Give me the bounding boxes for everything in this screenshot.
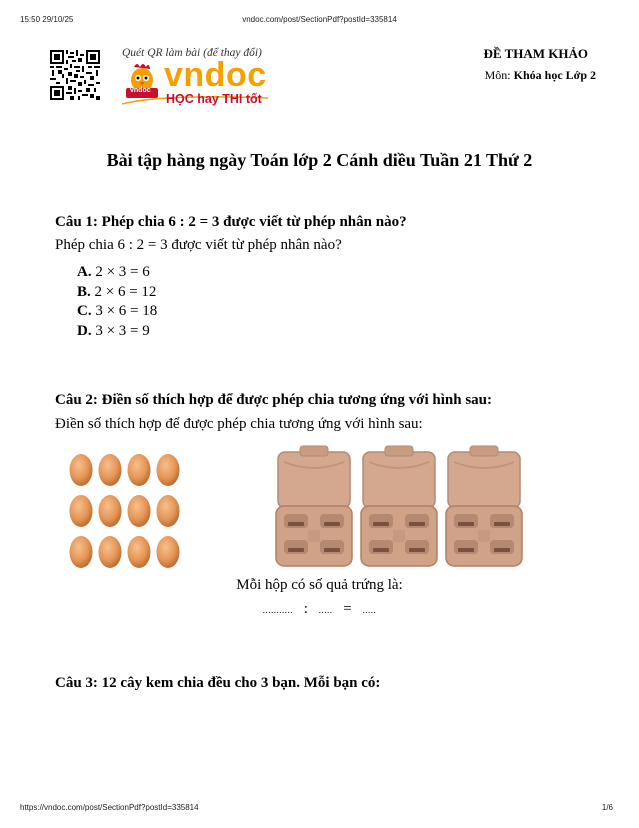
egg-carton-icon <box>446 446 522 566</box>
question-2-caption: Mỗi hộp có số quả trứng là: <box>236 577 403 593</box>
egg-cartons-illustration <box>274 444 524 570</box>
logo-wordmark: vndoc <box>164 56 267 94</box>
answer-option-c[interactable]: C. 3 × 6 = 18 <box>77 303 158 319</box>
subject-name: Khóa học Lớp 2 <box>513 68 596 82</box>
logo-badge-text: vndoc <box>130 87 151 94</box>
answer-option-b[interactable]: B. 2 × 6 = 12 <box>77 283 157 300</box>
egg-carton-icon <box>276 446 352 566</box>
blank-dividend: ........... <box>262 605 294 615</box>
question-2-text: Điền số thích hợp để được phép chia tương ứng với hình sau: <box>55 416 423 432</box>
page-number: 1/6 <box>601 803 613 812</box>
print-datetime: 15:50 29/10/25 <box>20 15 74 24</box>
page-title: Bài tập hàng ngày Toán lớp 2 Cánh diều Tuần 21 Thứ 2 <box>106 150 533 170</box>
answer-option-a[interactable]: A. 2 × 3 = 6 <box>77 264 150 280</box>
qr-caption: Quét QR làm bài (để thay đổi) <box>122 47 262 59</box>
qr-code-icon[interactable] <box>50 50 100 100</box>
blank-divisor: ..... <box>318 605 333 615</box>
subject-line: Môn: Khóa học Lớp 2 <box>484 68 596 82</box>
print-url[interactable]: vndoc.com/post/SectionPdf?postId=335814 <box>242 15 397 24</box>
division-blanks[interactable] <box>0 601 639 618</box>
eggs-illustration <box>68 452 183 570</box>
division-sign: : <box>303 601 308 617</box>
egg-carton-icon <box>361 446 437 566</box>
answer-option-d[interactable]: D. 3 × 3 = 9 <box>77 322 150 339</box>
egg-icon <box>70 454 180 568</box>
reference-label: ĐỀ THAM KHẢO <box>483 46 588 61</box>
footer-url[interactable]: https://vndoc.com/post/SectionPdf?postId=335814 <box>20 803 199 812</box>
vndoc-logo[interactable] <box>120 56 270 112</box>
question-1-text: Phép chia 6 : 2 = 3 được viết từ phép nhân nào? <box>55 237 342 253</box>
equals-sign: = <box>343 601 352 617</box>
question-2-title: Câu 2: Điền số thích hợp để được phép chia tương ứng với hình sau: <box>55 392 492 408</box>
question-1-title: Câu 1: Phép chia 6 : 2 = 3 được viết từ phép nhân nào? <box>55 214 407 230</box>
question-3-title: Câu 3: 12 cây kem chia đều cho 3 bạn. Mỗi bạn có: <box>55 675 381 691</box>
logo-slogan: HỌC hay THI tốt <box>166 92 262 106</box>
blank-result: ..... <box>362 605 377 615</box>
